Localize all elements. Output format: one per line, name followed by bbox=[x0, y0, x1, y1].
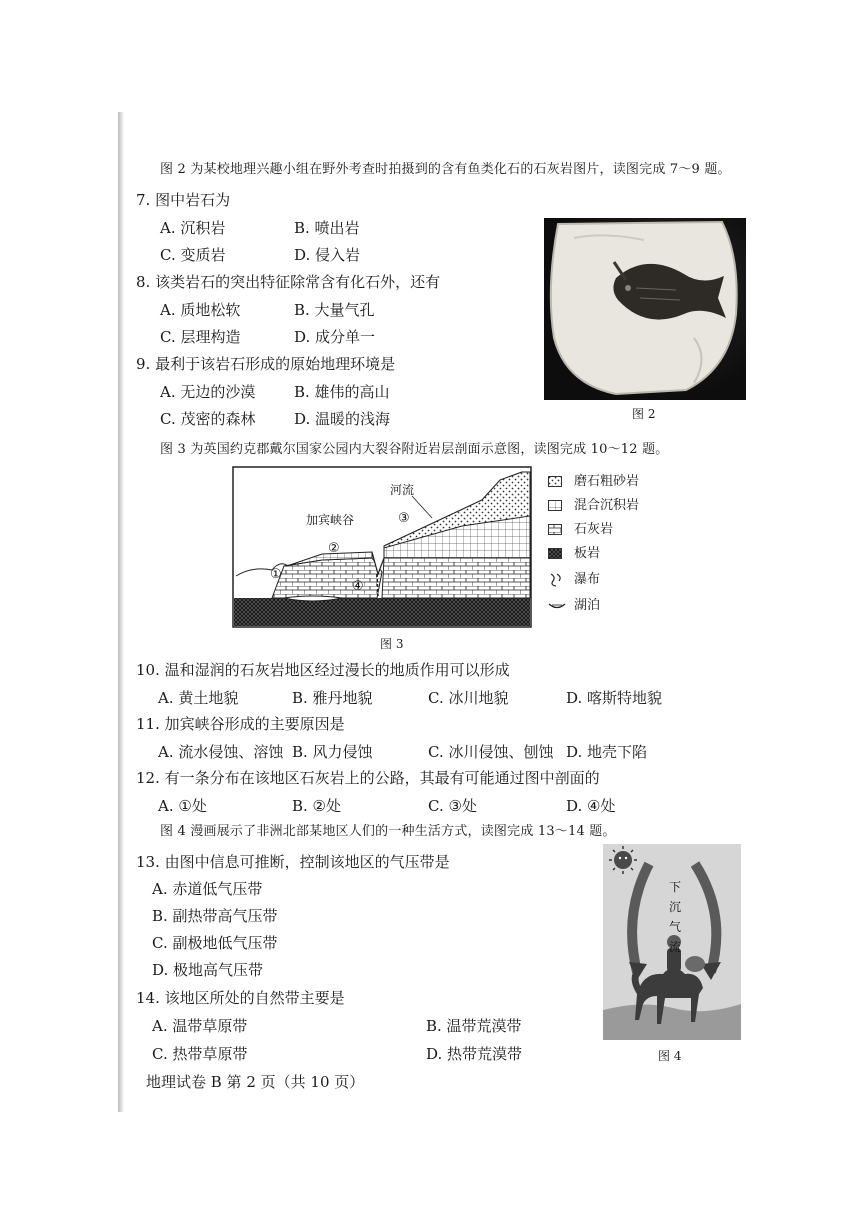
arrow-label-1: 下 bbox=[669, 880, 682, 894]
q11-option-c: C. 冰川侵蚀、刨蚀 bbox=[428, 743, 554, 761]
q7-stem: 7. 图中岩石为 bbox=[136, 191, 231, 209]
q13-option-d: D. 极地高气压带 bbox=[152, 961, 264, 979]
fossil-limestone-image bbox=[544, 218, 746, 400]
q10-option-b: B. 雅丹地貌 bbox=[292, 689, 373, 707]
q7-option-d: D. 侵入岩 bbox=[294, 246, 361, 264]
fig4-caption: 图 4 bbox=[658, 1049, 682, 1063]
legend-label: 混合沉积岩 bbox=[574, 498, 640, 513]
intro-fig3: 图 3 为英国约克郡戴尔国家公园内大裂谷附近岩层剖面示意图，读图完成 10～12 题。 bbox=[160, 442, 669, 457]
lake-icon bbox=[548, 600, 566, 612]
page-footer: 地理试卷 B 第 2 页（共 10 页） bbox=[146, 1073, 365, 1091]
q9-option-d: D. 温暖的浅海 bbox=[294, 410, 391, 428]
legend-label: 磨石粗砂岩 bbox=[574, 474, 640, 489]
fish-fossil-photo bbox=[544, 218, 746, 400]
scan-edge bbox=[118, 112, 124, 1112]
q14-option-c: C. 热带草原带 bbox=[152, 1045, 248, 1063]
q9-option-b: B. 雄伟的高山 bbox=[294, 383, 390, 401]
legend-label: 板岩 bbox=[574, 546, 601, 561]
desert-cartoon bbox=[603, 844, 741, 1040]
q13-option-c: C. 副极地低气压带 bbox=[152, 934, 278, 952]
q14-option-a: A. 温带草原带 bbox=[152, 1017, 248, 1035]
legend-label: 石灰岩 bbox=[574, 522, 614, 537]
rock-layer-cross-section bbox=[232, 466, 532, 628]
label-river: 河流 bbox=[390, 483, 415, 497]
q9-option-c: C. 茂密的森林 bbox=[160, 410, 256, 428]
slate-swatch bbox=[548, 548, 562, 559]
q10-stem: 10. 温和湿润的石灰岩地区经过漫长的地质作用可以形成 bbox=[136, 661, 510, 679]
q8-option-c: C. 层理构造 bbox=[160, 328, 241, 346]
q14-option-d: D. 热带荒漠带 bbox=[426, 1045, 523, 1063]
q13-stem: 13. 由图中信息可推断，控制该地区的气压带是 bbox=[136, 853, 450, 871]
arrow-label-2: 沉 bbox=[669, 900, 682, 914]
q7-option-b: B. 喷出岩 bbox=[294, 219, 360, 237]
q7-option-c: C. 变质岩 bbox=[160, 246, 226, 264]
q9-stem: 9. 最利于该岩石形成的原始地理环境是 bbox=[136, 355, 396, 373]
q11-option-b: B. 风力侵蚀 bbox=[292, 743, 373, 761]
q11-stem: 11. 加宾峡谷形成的主要原因是 bbox=[136, 715, 345, 733]
q14-stem: 14. 该地区所处的自然带主要是 bbox=[136, 989, 345, 1007]
arrow-label-3: 气 bbox=[669, 920, 682, 934]
legend-label: 湖泊 bbox=[574, 598, 601, 613]
q11-option-a: A. 流水侵蚀、溶蚀 bbox=[158, 743, 284, 761]
marker-1: ① bbox=[270, 567, 282, 582]
q12-option-d: D. ④处 bbox=[566, 797, 616, 815]
fig2-caption: 图 2 bbox=[632, 407, 656, 421]
q8-option-d: D. 成分单一 bbox=[294, 328, 376, 346]
mixed-sedimentary-swatch bbox=[548, 500, 562, 511]
q10-option-a: A. 黄土地貌 bbox=[158, 689, 239, 707]
q9-option-a: A. 无边的沙漠 bbox=[160, 383, 256, 401]
q14-option-b: B. 温带荒漠带 bbox=[426, 1017, 522, 1035]
intro-fig2: 图 2 为某校地理兴趣小组在野外考查时拍摄到的含有鱼类化石的石灰岩图片，读图完成 7～9 题。 bbox=[160, 162, 731, 177]
millstone-grit-swatch bbox=[548, 476, 562, 487]
marker-4: ④ bbox=[352, 579, 364, 594]
fig3-caption: 图 3 bbox=[380, 637, 404, 651]
arrow-label-4: 流 bbox=[669, 940, 682, 954]
slate-layer bbox=[234, 598, 530, 626]
q10-option-d: D. 喀斯特地貌 bbox=[566, 689, 663, 707]
q8-option-b: B. 大量气孔 bbox=[294, 301, 375, 319]
waterfall-icon bbox=[548, 573, 564, 587]
q12-option-c: C. ③处 bbox=[428, 797, 477, 815]
q12-option-b: B. ②处 bbox=[292, 797, 342, 815]
q12-stem: 12. 有一条分布在该地区石灰岩上的公路，其最有可能通过图中剖面的 bbox=[136, 769, 600, 787]
q10-option-c: C. 冰川地貌 bbox=[428, 689, 509, 707]
limestone-swatch bbox=[548, 524, 562, 535]
label-canyon: 加宾峡谷 bbox=[306, 513, 355, 527]
q12-option-a: A. ①处 bbox=[158, 797, 207, 815]
legend-label: 瀑布 bbox=[574, 572, 601, 587]
marker-3: ③ bbox=[398, 511, 410, 526]
q8-option-a: A. 质地松软 bbox=[160, 301, 241, 319]
limestone-right bbox=[382, 558, 530, 598]
marker-2: ② bbox=[328, 541, 340, 556]
q11-option-d: D. 地壳下陷 bbox=[566, 743, 648, 761]
q13-option-b: B. 副热带高气压带 bbox=[152, 907, 278, 925]
q8-stem: 8. 该类岩石的突出特征除常含有化石外，还有 bbox=[136, 273, 441, 291]
q13-option-a: A. 赤道低气压带 bbox=[152, 880, 263, 898]
q7-option-a: A. 沉积岩 bbox=[160, 219, 226, 237]
intro-fig4: 图 4 漫画展示了非洲北部某地区人们的一种生活方式，读图完成 13～14 题。 bbox=[160, 824, 616, 839]
